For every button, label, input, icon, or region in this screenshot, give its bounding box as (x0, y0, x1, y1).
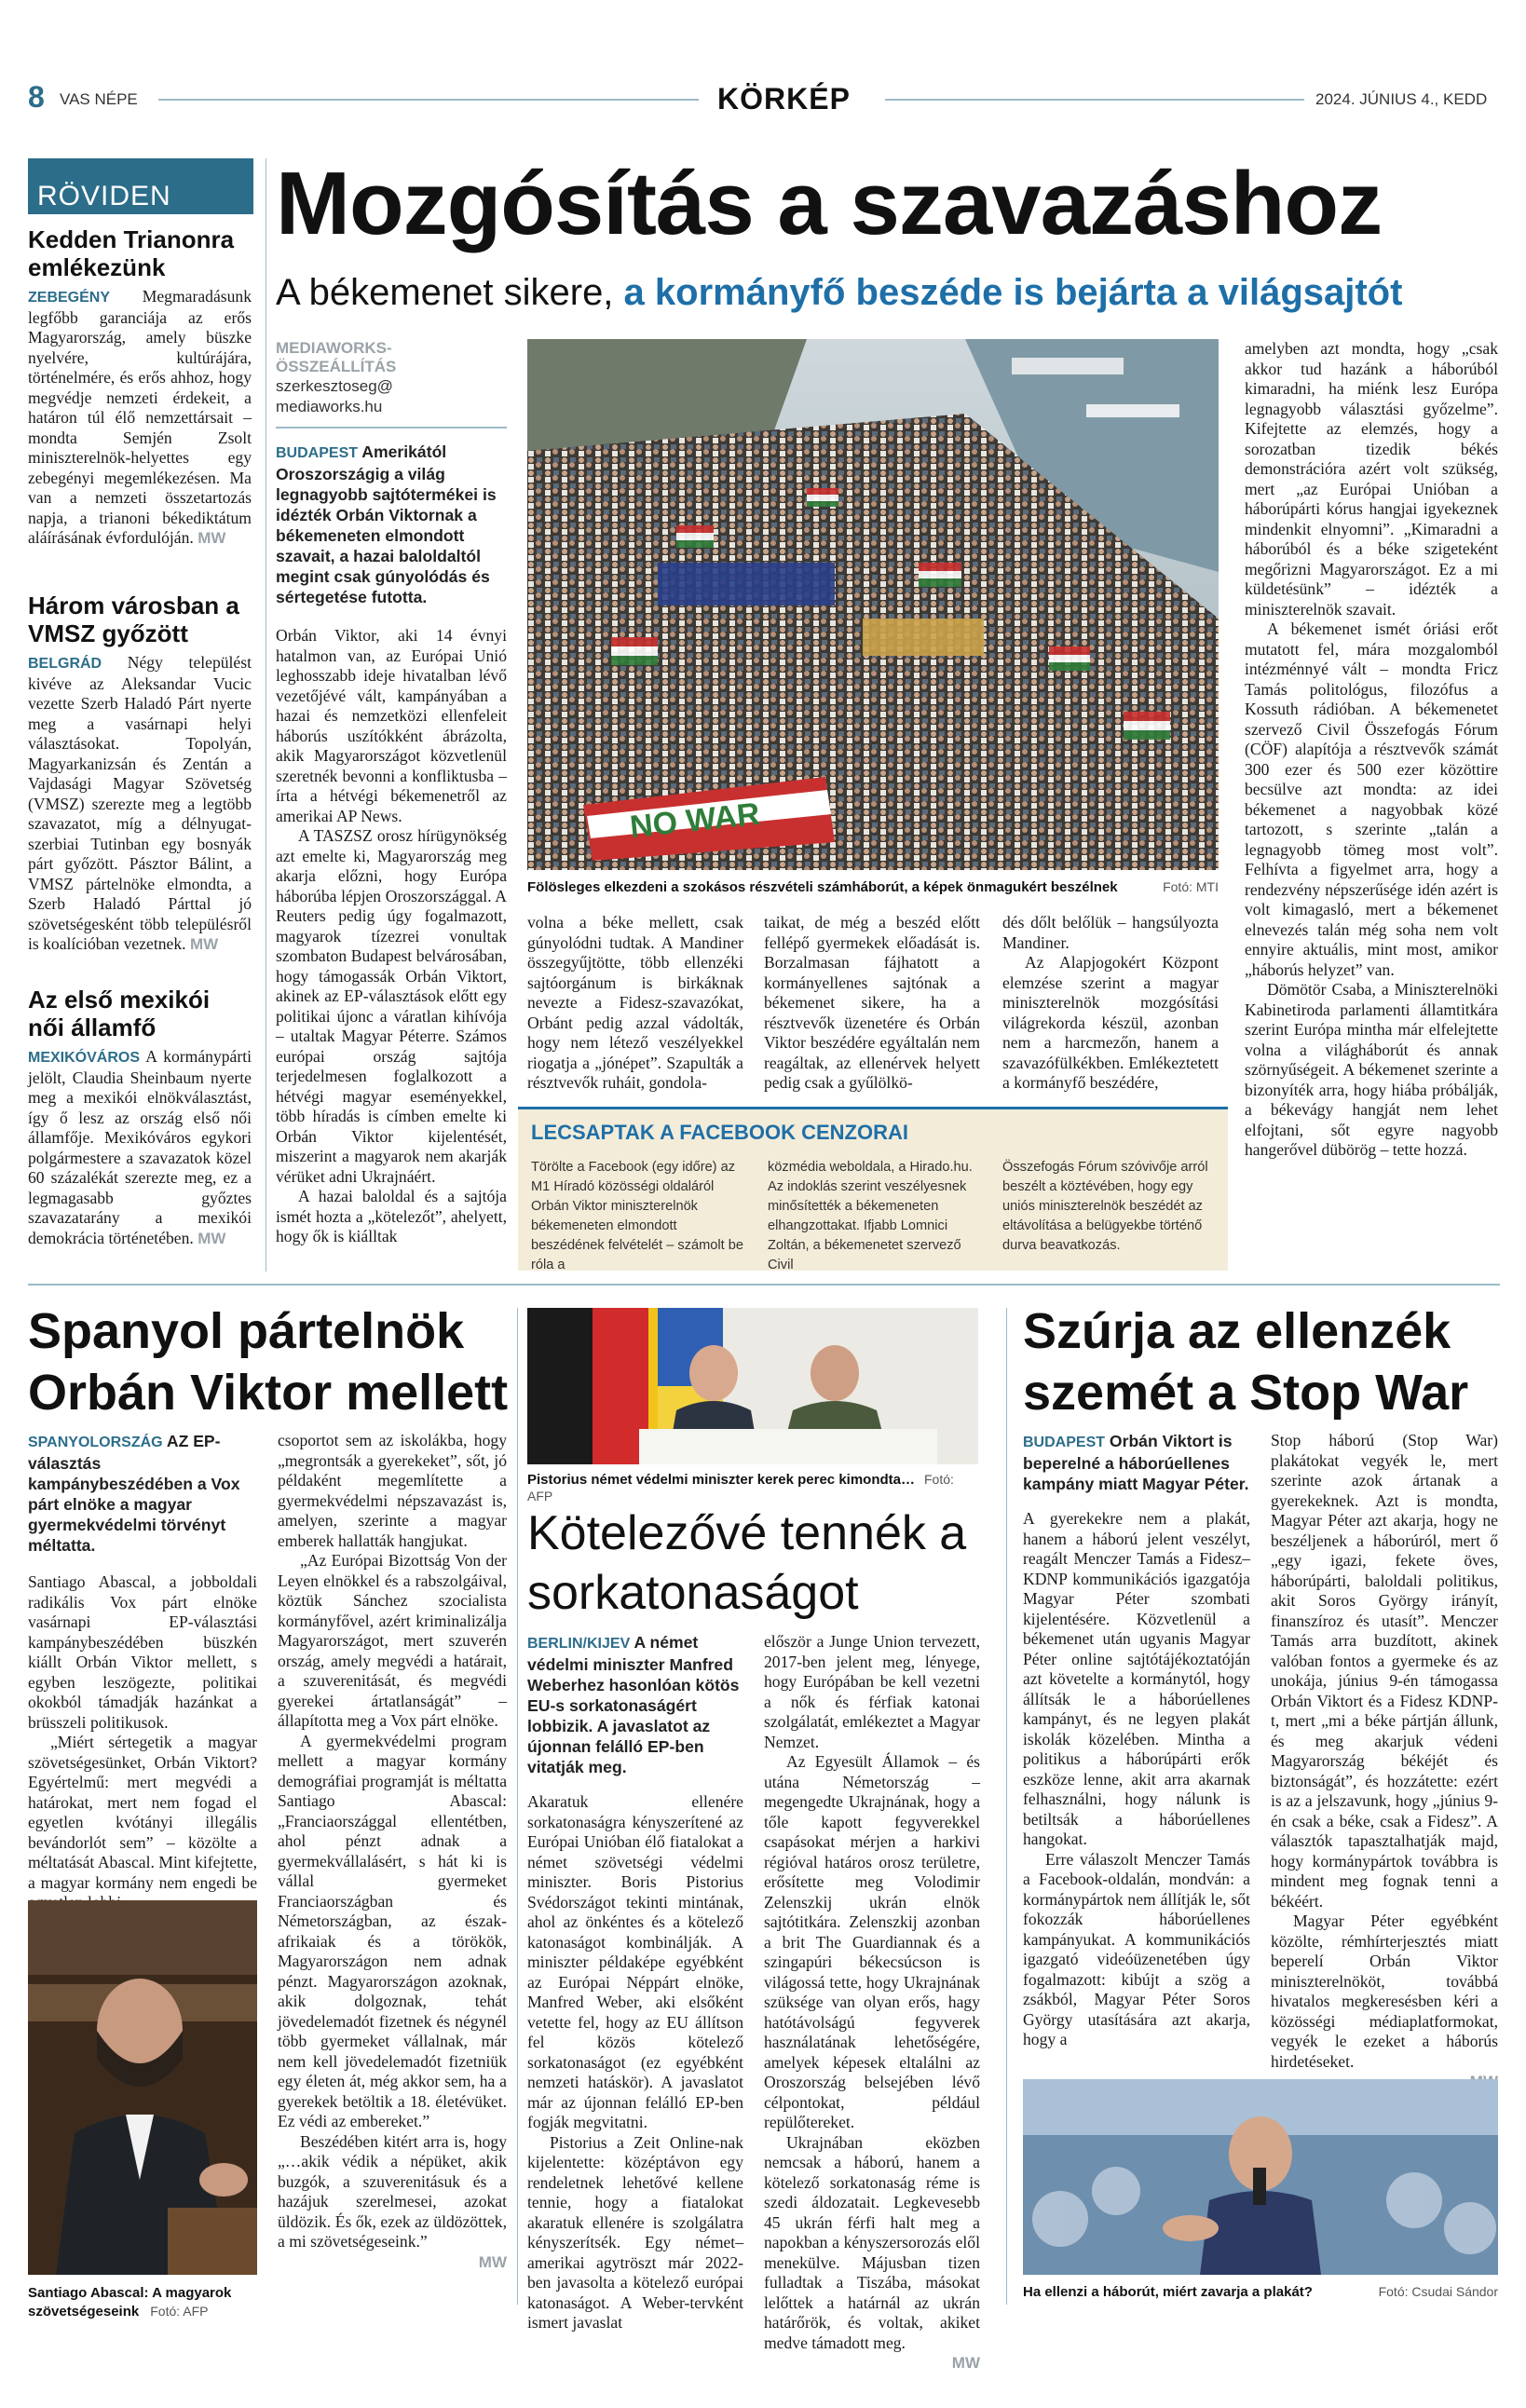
byline-label: MEDIAWORKS-ÖSSZEÁLLÍTÁS (276, 339, 397, 375)
spain-paragraph: Santiago Abascal, a jobboldali radikális Vox párt elnöke vasárnapi EP-választási kampánybeszédében büszkén kiállt Orbán Viktor mellett, s egyben leszögezte, politikai okokból támadják hazánkat a brüsszeli politikusok. (28, 1572, 257, 1732)
sidebar-title: RÖVIDEN (28, 158, 253, 214)
germany-headline: Kötelezővé tennék a sorkatonaságot (527, 1506, 967, 1620)
box-column: Összefogás Fórum szóvivője arról beszélt a köztévében, hogy egy uniós miniszterelnök beszédét az eltávolítása a belügyekbe történő durva beavatkozás. (1002, 1160, 1208, 1253)
germany-dateline: BERLIN/KIJEV (527, 1636, 631, 1652)
abascal-photo (28, 1900, 257, 2275)
stopwar-dateline: BUDAPEST (1023, 1435, 1106, 1450)
stopwar-headline: Szúrja az ellenzék szemét a Stop War (1023, 1303, 1469, 1421)
lead-column-2: volna a béke mellett, csak gúnyolódni tudtak. A Mandiner összegyűjtötte, több ellenzéki sajtóorgánum is birkáknak nevezte a Fidesz-szavazókat, Orbánt pedig azzal vádolták, hogy nem létező veszélyekkel riogatja a „jónépet”. Szapulták a résztvevők ruháit, gondola- (527, 913, 743, 1092)
lead-subhead: A békemenet sikere, a kormányfő beszéde is bejárta a világsajtót (276, 272, 1403, 313)
lead-photo-crowd (527, 339, 1219, 870)
lead-column-5: amelyben azt mondta, hogy „csak akkor tud hazánk a háborúból kimaradni, ha miénk lesz Európa legnagyobb választási győzelme”. Kifejtette az elemzés, hogy a sorozatban tizedik békés demonstrációra azért volt szükség, mert „az Európai Unióban a háborúpárti kórus hangjai igyekeznek mindenkit elnyomni”. „Kimaradni a háborúból és a béke szigeteként megőrizni Magyarországot. Ez a mi küldetésünk” – idézték a miniszterelnök szavait. A békemenet ismét óriási erőt mutatott fel, mára mozgalomból intézménnyé vált – mondta Fricz Tamás politológus, filozófus a Kossuth rádióban. A békemenetet szervező Civil Összefogás Fórum (CÖF) alapítója a résztvevők számát 300 ezer és 500 ezer közöttire becsülve azt mondta: az idei békemenet a nagyobbak közé tartozott, s szerinte „talán a legnagyobb tömeg most volt”. Felhívta a figyelmet arra, hogy a rendezvény népszerűsége idén azért is volt kimagasló, mert a békemenet elnevezés talán még soha nem volt ennyire aktuális, mint most, amikor „háborús helyzet” van. Dömötör Csaba, a Miniszterelnöki Kabinetiroda parlamenti államtitkára szerint Európa mintha már elfelejtette volna a világháborút és annak szörnyűségeit. A békemenet szerinte a bizonyíték arra, hogy hiába próbálják, a békevágy hangját nem lehet elfojtani, sőt egyre nagyobb hangerővel dübörög – tette hozzá. (1245, 339, 1498, 1159)
page-header (28, 80, 1500, 117)
byline-email: szerkesztoseg@ mediaworks.hu (276, 377, 393, 415)
page-number: 8 (28, 80, 45, 114)
lead-paragraph: Orbán Viktor, aki 14 évnyi hatalmon van, az Európai Unió leghosszabb ideje hivatalban lévő vezetőjévé vált, kampányában a hazai és nemzetközi ellenfeleit háborús uszítókként ábrázolta, akik Magyarországot közvetlenül szeretnék bevonni a konfliktusba – írta a hétvégi békemenetről az amerikai AP News. (276, 626, 507, 825)
brief-item (28, 592, 252, 955)
germany-column-1 (527, 1632, 743, 2333)
germany-paragraph: Pistorius a Zeit Online-nak kijelentette: középtávon egy rendeletnek lehetővé kellene tennie, hogy a fiatalokat akaratuk ellenére is szolgálatra kényszerítsék. Egy német–amerikai agytröszt már 2022-ben javasolta a kötelező európai katonaságot. A Weber-tervként ismert javaslat (527, 2132, 743, 2332)
spain-intro: AZ EP-választás kampánybeszédében a Vox párt elnöke a magyar gyermekvédelmi törvényt méltatta. (28, 1432, 240, 1555)
pistorius-photo (527, 1308, 978, 1464)
lead-column-4: dés dőlt belőlük – hangsúlyozta Mandiner. Az Alapjogokért Központ elemzése szerint a magyar miniszterelnök mozgósítási világrekorda készül, azonban nem a harcmezőn, hanem a szavazófülkékben. Emlékeztetett a kormányfő beszédére, (1002, 913, 1219, 1092)
brief-text: Négy települést kivéve az Aleksandar Vucic vezette Szerb Haladó Párt nyerte meg a vasárnapi helyi választásokat. Topolyán, Magyarkanizsán és Zentán a Vajdasági Magyar Szövetség (VMSZ) szerezte meg a legtöbb szavazatot, míg a délnyugat-szerbiai Tutinban egy bosnyák párt győzött. Pásztor Bálint, a VMSZ pártelnöke elmondta, a Szerb Haladó Párttal jó szövetségesként több településről is koalícióban vezetnek. (28, 653, 252, 953)
stopwar-column-2: Stop háború (Stop War) plakátokat vegyék le, mert szerinte azok ártanak a gyerekeknek. Azt is mondta, Magyar Péter azt akarja, hogy ne beszéljenek a háborúról, mert ő „egy igazi, feketе öves, háborúpárti, baloldali politikus, akit Soros György irányít, finanszíroz és utasít”. Menczer Tamás arra buzdított, akinek valóban fontos a gyermeke és az unokája, június 9-én támogassa Orbán Viktort és a Fidesz KDNP-t, mert „mi a béke pártján állunk, és meg akarjuk védeni Magyarország békéjét és biztonságát”, és hozzátette: ezért is az a jelszavunk, hogy „június 9-én csak a béke, csak a Fidesz”. A választók tapasztalhatják majd, hogy kormánypártok továbbra is mindent meg fognak tenni a békéért. Magyar Péter egyébként közölte, rémhírterjesztés miatt beperelí Orbán Viktor miniszterelnököt, továbbá hivatalos megkeresésben kéri a közösségi médiaplatformokat, vegyék le ezeket a háborús hirdetéseket. (1271, 1431, 1498, 2092)
menczer-photo (1023, 2079, 1498, 2275)
abascal-photo-caption: Santiago Abascal: A magyarok szövetségeseink Fotó: AFP (28, 2285, 232, 2320)
spain-headline: Spanyol pártelnök Orbán Viktor mellett (28, 1303, 509, 1421)
brief-dateline: ZEBEGÉNY (28, 290, 111, 306)
menczer-photo-caption: Ha ellenzi a háborút, miért zavarja a plakát? Fotó: Csudai Sándor (1023, 2284, 1498, 2300)
spain-column-2: csoportot sem az iskolákba, hogy „megrontsák a gyerekeket”, sőt, jó példaként megemlítette a gyermekvédelmi népszavazást is, amelyen, szerinte a magyar emberek hallatták hangjukat. „Az Európai Bizottság Von der Leyen elnökkel és a rabszolgáival, köztük Sánchez szocialista kormányfővel, azért kriminalizálja Magyarországot, mert szuverén ország, amely megvédi a határait, a szuverenitását, és megvédi gyerekei ártatlanságát” – állapította meg a Vox párt elnöke. A gyermekvédelmi program mellett a magyar kormány demográfiai programját is méltatta Santiago Abascal: „Franciaországgal ellentétben, ahol pénzt adnak a gyermekvállalásért, s hát ki is vállal gyermeket Franciaországban és Németországban, az észak-afrikaiak és a törökök, Magyarországon nem adnak pénzt. Magyarországon azoknak, akik dolgoznak, tehát jövedelemadót fizetnek és négynél több gyermeket vállalnak, már nem kell jövedelemadót fizetniük egy életen át, még akkor sem, ha a gyerekek betöltik a 18. életévüket. Ez védi az embereket.” Beszédében kitért arra is, hogy „…akik védik a népüket, akik buzgók, a szuverenitásuk és a hazájuk szerelmesei, azokat üldözik. És ők, ezek az üldözöttek, a mi szövetségeseink.” MW (278, 1431, 507, 2271)
brief-text: A kormánypárti jelölt, Claudia Sheinbaum nyerte meg a mexikói elnökválasztást, így ő lesz az ország első női államfője. Mexikóváros egykori polgármestere a szavazatok közel 60 százalékát szerezte meg, ez a legmagasabb győztes szavazatarány a mexikói demokrácia történetében. (28, 1047, 252, 1247)
lead-column-3: taikat, de még a beszéd előtt fellépő gyermekek előadását is. Borzalmasan fájhatott a kormányellenes sajtónak a békemenet sikere, ha a résztvevők üzenetére és Orbán Viktor beszédére egyáltalán nem reagáltak, az ellenérvek helyett pedig csak a gyűlölkö- (764, 913, 980, 1092)
pistorius-photo-caption: Pistorius német védelmi miniszter kerek perec kimondta… Fotó: AFP (527, 1472, 954, 1503)
germany-intro: A német védelmi miniszter Manfred Weberhez hasonlóan kötös EU-s sorkatonaságért lobbizik. A javaslatot az újonnan felálló EP-ben vitatják meg. (527, 1633, 740, 1776)
germany-signature: MW (951, 2354, 980, 2372)
brief-signature: MW (189, 935, 219, 953)
brief-item (28, 225, 252, 549)
brief-headline: Három városban a VMSZ győzött (28, 592, 239, 647)
issue-date: 2024. JÚNIUS 4., KEDD (1315, 90, 1488, 108)
lead-headline: Mozgósítás a szavazáshoz (276, 154, 1383, 253)
brief-headline: Az első mexikói női államfő (28, 986, 211, 1041)
germany-column-2: először a Junge Union tervezett, 2017-ben jelent meg, lényege, hogy Európában be kell vezetni a nők és férfiak katonai szolgálatát, emlékeztet a Magyar Nemzet. Az Egyesült Államok – és utána Németország – megengedte Ukrajnának, hogy a tőle kapott fegyverekkel csapásokat mérjen a harkivi régióval határos orosz területre, erősítette meg Volodimir Zelenszkij ukrán elnök sajtótitkára. Zelenszkij azonban a brit The Guardiannak és a szingapúri békecsúcson is világossá tette, hogy Ukrajnának szüksége van olyan erős, hagy hatótávolságú fegyverek használatának lehetőségére, amelyek képesek eltalálni az Oroszország belsejében lévő célpontokat, például repülőtereket. Ukrajnában eközben nemcsak a háború, hanem a kötelező sorkatonaság réme is szedi áldozatait. Legkevesebb 45 ukrán férfi halt meg a napokban a kényszersorozás elől menekülve. Májusban tizen fulladtak a Tiszába, másokat lelőttek a határnál az ukrán határőrök, és voltak, akiket medve támadott meg. MW (764, 1632, 980, 2372)
spain-paragraph: „Miért sértegetik a magyar szövetségesünket, Orbán Viktort? Egyértelmű: mert megvédi a határokat, mert nem fogad el egyetlen kvótányi illegális bevándorlót sem” – közölte a méltatását Abascal. Mint kifejtette, a magyar kormány nem engedi be (28, 1733, 257, 1892)
facebook-censor-box (518, 1107, 1228, 1271)
stopwar-paragraph: A gyerekekre nem a plakát, hanem a háború jelent veszélyt, reagált Menczer Tamás a Fidesz–KDNP kommunikációs igazgatója Magyar Péter szombati kijelentésére. Közvetlenül a békemenet után ugyanis Magyar Péter online sajtótájékoztatóján azt követelte a kormánytól, hogy állítsák le a háborúellenes kampányt, és ne legyen plakát iskolák közelében. Mintha a politikus a háborúpárti erők eszköze lenne, akit arra akarnak felhasználni, hogy nálunk is betiltsák a háborúellenes hangokat. (1023, 1509, 1250, 1848)
brief-headline: Kedden Trianonra emlékezünk (28, 225, 235, 281)
lead-intro-column (276, 339, 507, 1247)
paper-name: VAS NÉPE (60, 90, 138, 108)
lead-paragraph: A TASZSZ orosz hírügynökség azt emelte ki, Magyarország meg akarja előzni, hogy Európa háborúba lépjen Oroszországgal. A Reuters pedig úgy fogalmazott, magyarok tízezrei vonultak szombaton Budapest belvárosában, hogy támogassák Orbán Viktort, akinek az EP-választások előtt egy politikai újonc a váratlan kihívója – utaltak Magyar Péterre. Számos európai ország sajtója terjedelmesen foglalkozott a hétvégi magyar eseményekkel, több híradás is címben emelte ki Orbán Viktor kijelentését, miszerint a magyarok nem akarják vérüket adni Ukrajnáért. (276, 826, 507, 1186)
brief-signature: MW (198, 529, 226, 547)
brief-signature: MW (198, 1229, 226, 1247)
lead-intro: Amerikától Oroszországig a világ legnagyobb sajtótermékei is idézték Orbán Viktornak a békemeneten elmondott szavait, a hazai baloldaltól megint csak gúnyolódás és sértegetése futotta. (276, 442, 497, 606)
lead-paragraph: A hazai baloldal és a sajtója ismét hozta a „kötelezőt”, ahelyett, hogy ők is kiálltak (276, 1187, 507, 1245)
no-war-banner-text: NO WAR (628, 796, 762, 846)
lead-photo-caption: Fölösleges elkezdeni a szokásos részvételi számháborút, a képek önmagukért beszélnek Fotó: MTI (527, 879, 1219, 895)
box-column: közmédia weboldala, a Hirado.hu. Az indoklás szerint veszélyesnek minősítették a békemeneten elhangzottakat. Ifjabb Lomnici Zoltán, a békemenetet szervező Civil (768, 1160, 973, 1272)
box-title: LECSAPTAK A FACEBOOK CENZORAI (531, 1121, 908, 1144)
spain-intro-column (28, 1431, 257, 1913)
brief-dateline: MEXIKÓVÁROS (28, 1050, 141, 1066)
brief-dateline: BELGRÁD (28, 656, 102, 672)
stopwar-paragraph: Erre válaszolt Menczer Tamás a Facebook-oldalán, mondván: a kormánypártok nem állítják le, sőt fokozzák háborúellenes kampányukat. A kommunikációs igazgató videóüzenetében úgy fogalmazott: kibújt a szög a zsákból, Magyar Péter Soros György utasítására azt akarja, hogy a (1023, 1849, 1250, 2048)
spain-dateline: SPANYOLORSZÁG (28, 1435, 163, 1450)
stopwar-intro: Orbán Viktort is beperelné a háborúellenes kampány miatt Magyar Péter. (1023, 1432, 1249, 1493)
spain-signature: MW (478, 2252, 507, 2271)
germany-paragraph: Akaratuk ellenére sorkatonaságra kényszerítené az Európai Unióban élő fiatalokat a német szövetségi védelmi miniszter. Boris Pistorius Svédországot tekinti mintának, ahol az önkéntes és a kötelező katonaságot kombinálják. A miniszter példaképe egyébként az Európai Néppárt elnöke, Manfred Weber, aki elsőként vetette fel, hogy az EU állítson fel közös kötelező sorkatonaságot (ez egyébként nemzeti hatáskör). A javaslatot már az újonnan felálló EP-ben fogják megvitatni. (527, 1792, 743, 2131)
section-title: KÖRKÉP (717, 82, 851, 116)
stopwar-column-1 (1023, 1431, 1250, 2050)
lead-dateline: BUDAPEST (276, 445, 359, 461)
box-column: Törölte a Facebook (egy időre) az M1 Híradó közösségi oldaláról Orbán Viktor miniszterelnök békemeneten elmondott beszédének felvételét – számolt be róla a (531, 1160, 743, 1272)
brief-text: Megmaradásunk legfőbb garanciája az erős Magyarország, amely büszke nyelvére, kultúrájára, történelmére, és erős ahhoz, hogy megvédje nemzeti érdekeit, a határon túl élő nemzettársait – mondta Semjén Zsolt miniszterelnök-helyettes egy zebegényi megemlékezésen. Ma van a nemzeti összetartozás napja, a trianoni békediktátum aláírásának évfordulóján. (28, 287, 252, 547)
brief-item (28, 986, 252, 1248)
news-brief-sidebar (28, 158, 253, 1272)
